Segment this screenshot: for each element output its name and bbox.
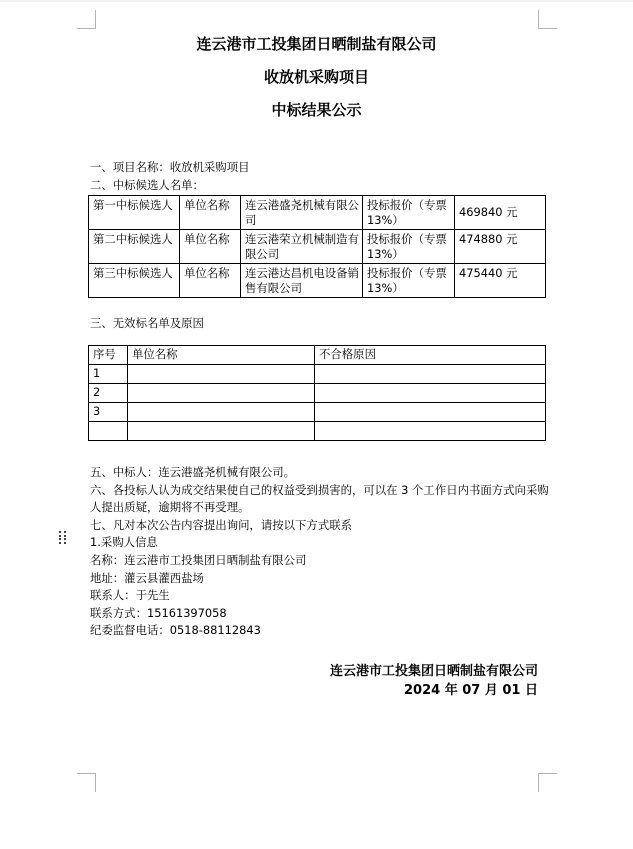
candidate-row-3 [89, 264, 546, 298]
candidate-row-1 [89, 196, 546, 230]
signature-date: 2024 年 07 月 01 日 [404, 683, 538, 698]
reason-cell [315, 384, 546, 403]
company-cell: 连云港达昌机电设备销售有限公司 [241, 264, 363, 298]
index-cell: 3 [89, 403, 128, 422]
index-cell: 1 [89, 365, 128, 384]
unit-name-cell [128, 422, 315, 441]
intro-block [90, 159, 550, 194]
company-cell: 连云港荣立机械制造有限公司 [241, 230, 363, 264]
price-label-cell: 投标报价（专票13%） [363, 230, 455, 264]
rank-cell: 第一中标候选人 [89, 196, 180, 230]
crop-mark-bottom-right-icon [538, 773, 557, 792]
price-label-cell: 投标报价（专票13%） [363, 264, 455, 298]
unit-name-cell [128, 365, 315, 384]
section-7-contact-instruction: 七、凡对本次公告内容提出询问，请按以下方式联系 [90, 517, 352, 532]
index-cell: 2 [89, 384, 128, 403]
rank-cell: 第二中标候选人 [89, 230, 180, 264]
invalid-row-1 [89, 365, 546, 384]
crop-mark-top-right-icon [538, 10, 557, 29]
amount-cell: 475440 元 [455, 264, 546, 298]
field-label-cell: 单位名称 [180, 230, 241, 264]
section-2-candidate-list-heading: 二、中标候选人名单： [90, 177, 204, 192]
invalid-bids-table [88, 345, 546, 441]
field-label-cell: 单位名称 [180, 264, 241, 298]
margin-dots-icon [59, 531, 61, 533]
document-title-project: 收放机采购项目 [263, 68, 369, 86]
crop-mark-top-left-icon [77, 10, 96, 29]
contact-person-line: 联系人：于先生 [90, 588, 170, 603]
unit-name-cell [128, 384, 315, 403]
amount-cell: 474880 元 [455, 230, 546, 264]
document-title-company: 连云港市工投集团日晒制盐有限公司 [196, 35, 437, 53]
reason-cell [315, 403, 546, 422]
rank-cell: 第三中标候选人 [89, 264, 180, 298]
price-label-cell: 投标报价（专票13%） [363, 196, 455, 230]
header-unit-name-cell: 单位名称 [128, 346, 315, 365]
amount-cell: 469840 元 [455, 196, 546, 230]
unit-name-cell [128, 403, 315, 422]
crop-mark-bottom-left-icon [77, 773, 96, 792]
invalid-row-3 [89, 403, 546, 422]
reason-cell [315, 365, 546, 384]
signature-company: 连云港市工投集团日晒制盐有限公司 [329, 664, 538, 679]
signature-block [88, 662, 538, 700]
supervision-phone-line: 纪委监督电话：0518-88112843 [90, 623, 261, 638]
section-1-project-name: 一、项目名称：收放机采购项目 [90, 160, 250, 174]
field-label-cell: 单位名称 [180, 196, 241, 230]
section-3-invalid-bids-heading: 三、无效标名单及原因 [90, 316, 204, 330]
invalid-row-4 [89, 422, 546, 441]
page-top-edge [0, 0, 633, 2]
contact-phone-line: 联系方式：15161397058 [90, 605, 227, 620]
candidate-row-2 [89, 230, 546, 264]
header-reason-cell: 不合格原因 [315, 346, 546, 365]
purchaser-address-line: 地址：灌云县灌西盐场 [90, 570, 204, 585]
purchaser-name-line: 名称：连云港市工投集团日晒制盐有限公司 [90, 552, 307, 567]
header-index-cell: 序号 [89, 346, 128, 365]
section-5-winner-line: 五、中标人：连云港盛尧机械有限公司。 [90, 465, 296, 479]
document-title-announcement: 中标结果公示 [271, 101, 362, 119]
purchaser-info-heading: 1.采购人信息 [90, 535, 158, 550]
reason-cell [315, 422, 546, 441]
candidates-table [88, 195, 546, 298]
company-cell: 连云港盛尧机械有限公司 [241, 196, 363, 230]
invalid-row-2 [89, 384, 546, 403]
notice-and-contact-block [90, 464, 550, 640]
invalid-table-header-row [89, 346, 546, 365]
section-6-objection-notice: 六、各投标人认为成交结果使自己的权益受到损害的，可以在 3 个工作日内书面方式向采购人提出质疑，逾期将不再受理。 [90, 482, 549, 515]
index-cell [89, 422, 128, 441]
